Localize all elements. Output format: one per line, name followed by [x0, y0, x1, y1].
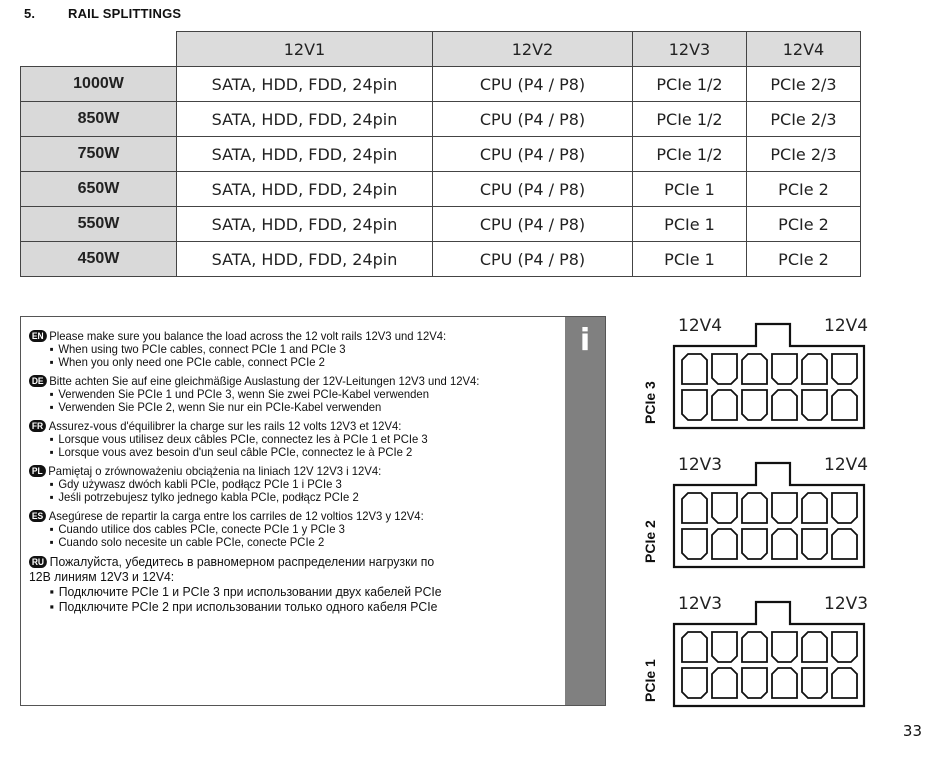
bullet-item: ▪ Cuando solo necesite un cable PCIe, conecte PCIe 2	[29, 536, 527, 549]
info-icon: i	[579, 323, 591, 358]
row-wattage-label: 550W	[21, 207, 177, 242]
connector-pin	[742, 668, 767, 698]
connector-pin	[712, 390, 737, 420]
connector-pin	[832, 493, 857, 523]
section-title: RAIL SPLITTINGS	[68, 6, 182, 21]
lang-intro-text: Pamiętaj o zrównoważeniu obciążenia na liniach 12V 12V3 i 12V4:	[48, 464, 382, 478]
table-cell: PCIe 2/3	[747, 102, 861, 137]
connector-pin	[712, 529, 737, 559]
table-cell: SATA, HDD, FDD, 24pin	[177, 67, 433, 102]
connector-right-rail-label: 12V4	[824, 455, 869, 475]
table-cell: PCIe 1	[633, 207, 747, 242]
connector-pin	[832, 632, 857, 662]
connector-pin	[802, 668, 827, 698]
connector-pin	[772, 529, 797, 559]
row-wattage-label: 750W	[21, 137, 177, 172]
table-cell: CPU (P4 / P8)	[433, 207, 633, 242]
table-cell: PCIe 1/2	[633, 67, 747, 102]
table-cell: SATA, HDD, FDD, 24pin	[177, 137, 433, 172]
connector-pin	[832, 354, 857, 384]
connector-pin	[712, 493, 737, 523]
lang-intro	[29, 509, 527, 523]
connector-pin	[742, 493, 767, 523]
language-badge: ES	[29, 510, 46, 522]
language-instructions	[29, 329, 559, 619]
table-row	[21, 172, 861, 207]
connector-pin	[772, 354, 797, 384]
table-cell: PCIe 1	[633, 242, 747, 277]
table-cell: PCIe 2	[747, 172, 861, 207]
lang-block-en	[29, 329, 559, 369]
connector-pin	[682, 493, 707, 523]
lang-intro	[29, 464, 527, 478]
bullet-item: ▪ When using two PCIe cables, connect PCIe 1 and PCIe 3	[29, 343, 527, 356]
bullet-item: ▪ Подключите PCIe 1 и PCIe 3 при использовании двух кабелей PCIe	[29, 584, 527, 599]
connector-pin	[742, 354, 767, 384]
connector-pin	[712, 354, 737, 384]
connector-housing	[674, 324, 864, 428]
language-badge: RU	[29, 556, 47, 568]
connector-name-label: PCIe 2	[642, 520, 658, 563]
table-cell: PCIe 1/2	[633, 102, 747, 137]
table-row	[21, 102, 861, 137]
connector-pin	[832, 529, 857, 559]
table-cell: CPU (P4 / P8)	[433, 67, 633, 102]
column-header: 12V3	[633, 32, 747, 67]
connector-pin	[772, 493, 797, 523]
connector-pin	[832, 668, 857, 698]
bullet-item: ▪ When you only need one PCIe cable, connect PCIe 2	[29, 356, 527, 369]
section-number: 5.	[24, 6, 36, 21]
table-cell: PCIe 2	[747, 207, 861, 242]
lang-intro	[29, 329, 527, 343]
table-row	[21, 137, 861, 172]
connector-pin	[802, 632, 827, 662]
table-row	[21, 67, 861, 102]
lang-intro-text: Please make sure you balance the load across the 12 volt rails 12V3 und 12V4:	[49, 329, 447, 343]
bullet-item: ▪ Verwenden Sie PCIe 1 und PCIe 3, wenn Sie zwei PCIe-Kabel verwenden	[29, 388, 527, 401]
lang-block-fr	[29, 419, 559, 459]
bullet-item: ▪ Lorsque vous utilisez deux câbles PCIe, connectez les à PCIe 1 et PCIe 3	[29, 433, 527, 446]
column-header: 12V2	[433, 32, 633, 67]
connector-diagram	[638, 455, 868, 575]
connector-pin	[802, 390, 827, 420]
table-cell: SATA, HDD, FDD, 24pin	[177, 242, 433, 277]
table-cell: CPU (P4 / P8)	[433, 137, 633, 172]
connector-housing	[674, 602, 864, 706]
table-cell: CPU (P4 / P8)	[433, 172, 633, 207]
column-header: 12V1	[177, 32, 433, 67]
row-wattage-label: 1000W	[21, 67, 177, 102]
row-wattage-label: 650W	[21, 172, 177, 207]
lang-intro-text: Пожалуйста, убедитесь в равномерном распределении нагрузки по	[49, 554, 435, 569]
bullet-item: ▪ Jeśli potrzebujesz tylko jednego kabla PCIe, podłącz PCIe 2	[29, 491, 527, 504]
info-box	[20, 316, 606, 706]
connector-housing	[674, 463, 864, 567]
bullet-item: ▪ Lorsque vous avez besoin d'un seul câble PCIe, connectez le à PCIe 2	[29, 446, 527, 459]
connector-name-label: PCIe 1	[642, 659, 658, 702]
info-sidebar	[565, 317, 605, 705]
rail-splitting-table	[20, 31, 861, 277]
row-wattage-label: 850W	[21, 102, 177, 137]
table-cell: CPU (P4 / P8)	[433, 102, 633, 137]
table-cell: PCIe 2/3	[747, 137, 861, 172]
connector-pin	[772, 390, 797, 420]
table-cell: PCIe 1	[633, 172, 747, 207]
connector-pin	[742, 529, 767, 559]
language-badge: EN	[29, 330, 46, 342]
connector-pin	[802, 354, 827, 384]
lang-block-es	[29, 509, 559, 549]
connector-pin	[742, 390, 767, 420]
bullet-item: ▪ Verwenden Sie PCIe 2, wenn Sie nur ein PCIe-Kabel verwenden	[29, 401, 527, 414]
connector-pin	[682, 354, 707, 384]
connector-pin	[682, 668, 707, 698]
bullet-item: ▪ Cuando utilice dos cables PCIe, conecte PCIe 1 y PCIe 3	[29, 523, 527, 536]
table-row	[21, 207, 861, 242]
connector-pin	[682, 390, 707, 420]
lang-intro-text: Asegúrese de repartir la carga entre los carriles de 12 voltios 12V3 y 12V4:	[48, 509, 424, 523]
connector-pin	[772, 668, 797, 698]
lang-block-pl	[29, 464, 559, 504]
connector-left-rail-label: 12V4	[678, 316, 723, 336]
table-row	[21, 242, 861, 277]
connector-pin	[712, 632, 737, 662]
lang-intro-continued: 12В линиям 12V3 и 12V4:	[29, 569, 175, 584]
connector-pin	[772, 632, 797, 662]
table-cell: SATA, HDD, FDD, 24pin	[177, 102, 433, 137]
connector-pin	[682, 632, 707, 662]
column-header: 12V4	[747, 32, 861, 67]
language-badge: DE	[29, 375, 46, 387]
table-cell: SATA, HDD, FDD, 24pin	[177, 172, 433, 207]
lang-intro-text: Bitte achten Sie auf eine gleichmäßige Auslastung der 12V-Leitungen 12V3 und 12V4:	[49, 374, 480, 388]
table-corner-cell	[21, 32, 177, 67]
table-cell: CPU (P4 / P8)	[433, 242, 633, 277]
lang-intro	[29, 419, 527, 433]
connector-pin	[712, 668, 737, 698]
connector-pin	[802, 493, 827, 523]
table-cell: PCIe 1/2	[633, 137, 747, 172]
connector-pin	[832, 390, 857, 420]
connector-left-rail-label: 12V3	[678, 455, 723, 475]
lang-intro	[29, 374, 527, 388]
language-badge: PL	[29, 465, 45, 477]
row-wattage-label: 450W	[21, 242, 177, 277]
page-number: 33	[902, 722, 922, 740]
table-header-row	[21, 32, 861, 67]
connector-pin	[802, 529, 827, 559]
table-cell: PCIe 2/3	[747, 67, 861, 102]
connector-name-label: PCIe 3	[642, 381, 658, 424]
connector-pin	[742, 632, 767, 662]
language-badge: FR	[29, 420, 46, 432]
lang-intro	[29, 554, 527, 569]
bullet-item: ▪ Подключите PCIe 2 при использовании только одного кабеля PCIe	[29, 599, 527, 614]
connector-right-rail-label: 12V4	[824, 316, 869, 336]
connector-pin	[682, 529, 707, 559]
section-heading	[24, 6, 181, 21]
connector-diagram	[638, 316, 868, 436]
connector-right-rail-label: 12V3	[824, 594, 869, 614]
lang-block-de	[29, 374, 559, 414]
table-cell: SATA, HDD, FDD, 24pin	[177, 207, 433, 242]
connector-left-rail-label: 12V3	[678, 594, 723, 614]
table-cell: PCIe 2	[747, 242, 861, 277]
bullet-item: ▪ Gdy używasz dwóch kabli PCIe, podłącz PCIe 1 i PCIe 3	[29, 478, 527, 491]
connector-diagram	[638, 594, 868, 714]
lang-block-ru	[29, 554, 559, 614]
lang-intro-text: Assurez-vous d'équilibrer la charge sur les rails 12 volts 12V3 et 12V4:	[48, 419, 402, 433]
